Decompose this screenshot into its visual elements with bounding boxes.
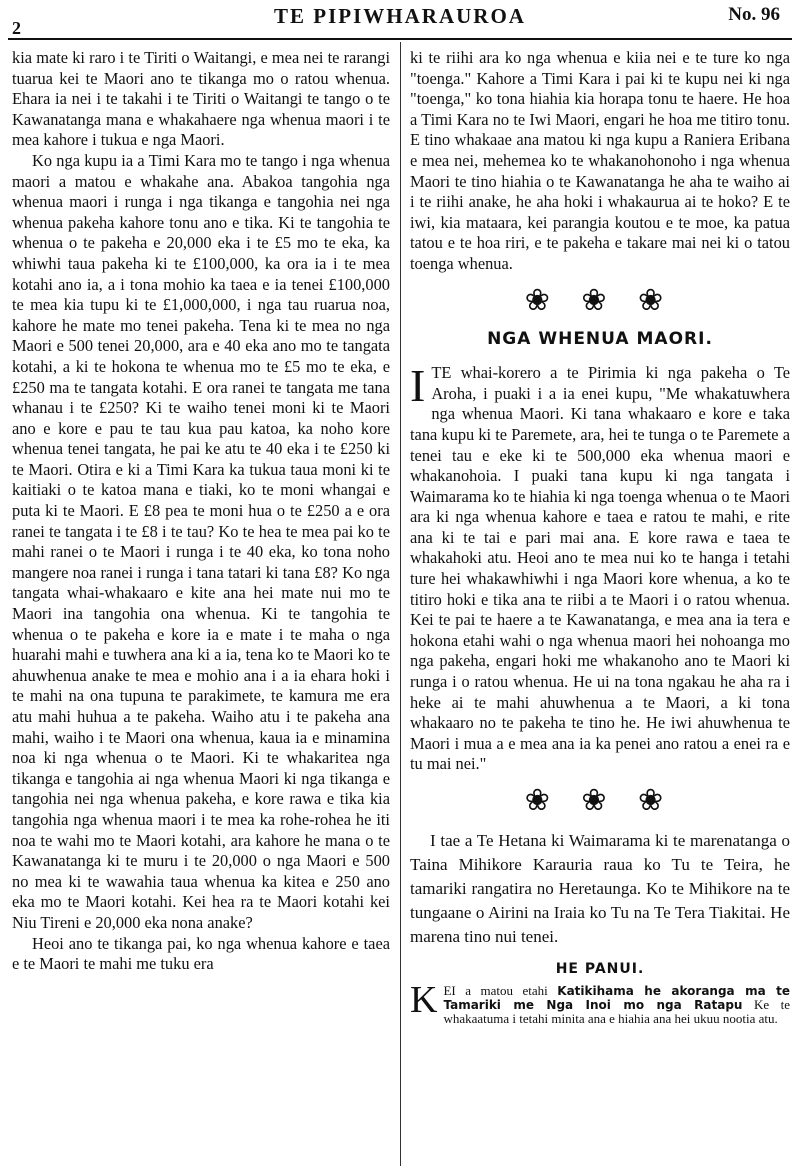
section-paragraph	[410, 360, 790, 775]
wedding-paragraph: I tae a Te Hetana ki Waimarama ki te marenatanga o Taina Mihikore Karauria raua ko Tu te Teira, he tamariki rangatira no Heretaunga. Ko te Mihikore na te tungaane o Airini na Iraia ko Tu na Te Tera Tiakitai. He marena tino nui tenei.	[410, 831, 790, 946]
notice-text-1: EI a matou etahi	[443, 982, 558, 998]
left-paragraph-2: Ko nga kupu ia a Timi Kara mo te tango i nga whenua maori a matou e whakahe ana. Abakoa tangohia nga whenua maori i runga i nga tikanga e tangohia nei nga whenua pakeha kahore tonu ano e tika. Ki te tangohia te whenua o te pakeha e 20,000 eka i te £5 mo te eka, ka whiwhi taua pakeha ki te £100,000, ka ora ia i te mea kotahi ano ia, a i tona mohio ka taea e ia tenei £100,000 te mea kia tupu ki te £1,000,000, i nga tau ruarua noa, kahore he mate mo tenei pakeha. Tena ki te mea no nga Maori e 500 tenei 20,000, ara e 40 eka ano mo te tangata kotahi, a ki te hokona te whenua mo te £5 mo te eka, e £250 ma te tangata kotahi. E ora ranei te tangata me tana whanau i te £250? Ki te waiho tenei moni ki te Maori ano e kore e pau te tau kua pau katoa, ka noho kore whenua tenei tangata, he pai ke atu te 40 eka i te £250 ki te Maori. Otira e ki a Timi Kara ka tukua taua moni ki te kaitiaki o te katoa mana e tiaki, ko te moni whangai e puta ki te Maori. E £8 pea te moni hua o te £250 a e ora ranei te tangata i te £8 i te tau? Ko te hea te mea pai ko te mahi ranei o te Maori i runga i te 40 eka, ko tona noho mangere noa ranei i runga i tana tatari ki tana £8? Ko nga tangata whai-whakaaro e kite ana hei mate nui mo te Maori ina tangohia ona whenua. Ki te tangohia te whenua o te pakeha e kore ia e mate i te maha o nga huarahi mahi e tuwhera ana ki a ia, tena ko te Maori ko te ahuwhenua anake te mea e mohio ana i a ia ehara hoki i te mahi na ona tupuna te parakimete, te kamura me era atu mahi huhua a te pakeha. Waiho atu i te pakeha ana mahi, waiho i te Maori ona whenua, kaua ia e minamina noa ki nga whenua o te Maori. Ki te whakaritea nga tikanga e tangohia ai nga whenua Maori ki nga tikanga e tangohia nei nga whenua pakeha, e kore rawa e tika kia tangohia nga whenua maori i te mea ka rohe-rohea he iti noa te wahi mo te Maori kotahi, ara kahore he mana o te Kawanatanga ki te muru i te 20,000 o nga Maori e 500 no mea ki te wawahia taua whenua ka kitea e 250 ano eka mo te Maori kotahi. Kei hea ra te Maori kotahi kei Niu Tireni e 20,000 eka nona anake?	[12, 150, 390, 932]
section-paragraph-text: TE whai-korero a te Pirimia ki nga pakeha o Te Aroha, i puaki i a ia enei kupu, "Me whakatuwhera nga whenua Maori. Ki tana whakaaro e kore e taka tana kupu ki te Paremete, ara, hei te tunga o te Paremete a tenei tau e eke ki te 500,000 eka whenua maori e whakanohoia. I puaki tana kupu ki nga tangata i Waimarama ko te hiahia ki nga toenga whenua o te Maori ara ki nga whenua kahore e taea e ratou te mahi, e rite ana ki te tai e pari mai ana. E kore rawa e taea te whakahoki atu. Heoi ano te mea nui ko te hanga i tetahi ture hei whakawhiwhi i nga Maori kore whenua, a ko te titiro hoki e tika ana te riibi a te Maori i o ratou whenua. Kei te pai te haere a te Kawanatanga, e mea ana ia tera e hokona etahi wahi o nga whenua maori hei nohoanga mo nga pakeha, engari hoki me whakanoho ano te Maori ki runga i o ratou whenua. He ui na tona ngakau he aha ra i heke ai te mahi ahuwhenua a te Maori, a ki tona whakaaro no te pakeha te tino he. He iwi ahuwhenua te Maori i mua a e mea ana ia ka penei ano ratou a enei ra e tu mai nei."	[410, 363, 790, 774]
notice-dropcap: K	[410, 978, 438, 1021]
notice-block	[410, 978, 790, 1026]
notice-title: HE PANUI.	[555, 961, 645, 977]
left-paragraph-3: Heoi ano te tikanga pai, ko nga whenua kahore e taea e te Maori te mahi me tuku era	[12, 933, 390, 974]
left-column	[12, 48, 390, 975]
page-number: 2	[12, 18, 21, 38]
header-rule	[8, 38, 792, 40]
page-header	[0, 0, 800, 42]
dropcap-letter: I	[410, 360, 426, 412]
ornament-divider-2: ❀ ❀ ❀	[524, 784, 676, 817]
right-column	[410, 48, 790, 1026]
notice-text-2: Ke te whakaatuma i tetahi minita ana e hiahia ana hei ukuu nootia atu.	[443, 996, 790, 1026]
left-paragraph-1: kia mate ki raro i te Tiriti o Waitangi, e mea nei te rarangi tuarua kei te Maori ano te tikanga mo o ratou whenua. Ehara ia nei i te takahi i te Tiriti o Waitangi te tango o te Kawanatanga mana e whakahaere nga whenua maori i te mea kahore i tukua e nga Maori.	[12, 48, 390, 150]
notice-bold-text: Katikihama he akoranga ma te Tamariki me Nga Inoi mo nga Ratapu	[443, 983, 790, 1012]
right-opening-paragraph: ki te riihi ara ko nga whenua e kiia nei e te ture ko nga "toenga." Kahore a Timi Kara i pai ki te kupu nei ki nga "toenga," ko tona hiahia kia horapa tonu te haere. He hoa a Timi Kara no te Iwi Maori, engari he hoa me titiro tonu. E tino whakaae ana matou ki nga kupu a Raniera Eribana e mea nei, mehemea ko te whakanohonoho i nga whenua Maori te tino hiahia o te Kawanatanga he aha te waiho ai i te riihi anake, he aha hoki i whakaurua ai te hoko? E te iwi, kia mataara, kei parangia koutou e te moe, ka patua tatou e te hoa riri, e te pakeha e takare mai nei ki o tatou toenga whenua.	[410, 48, 790, 273]
column-divider	[400, 42, 401, 1166]
wedding-block	[410, 829, 790, 949]
ornament-divider: ❀ ❀ ❀	[524, 283, 676, 317]
masthead-title: TE PIPIWHARAUROA	[274, 4, 526, 28]
issue-number: No. 96	[728, 4, 780, 25]
section-title: NGA WHENUA MAORI.	[487, 328, 713, 349]
